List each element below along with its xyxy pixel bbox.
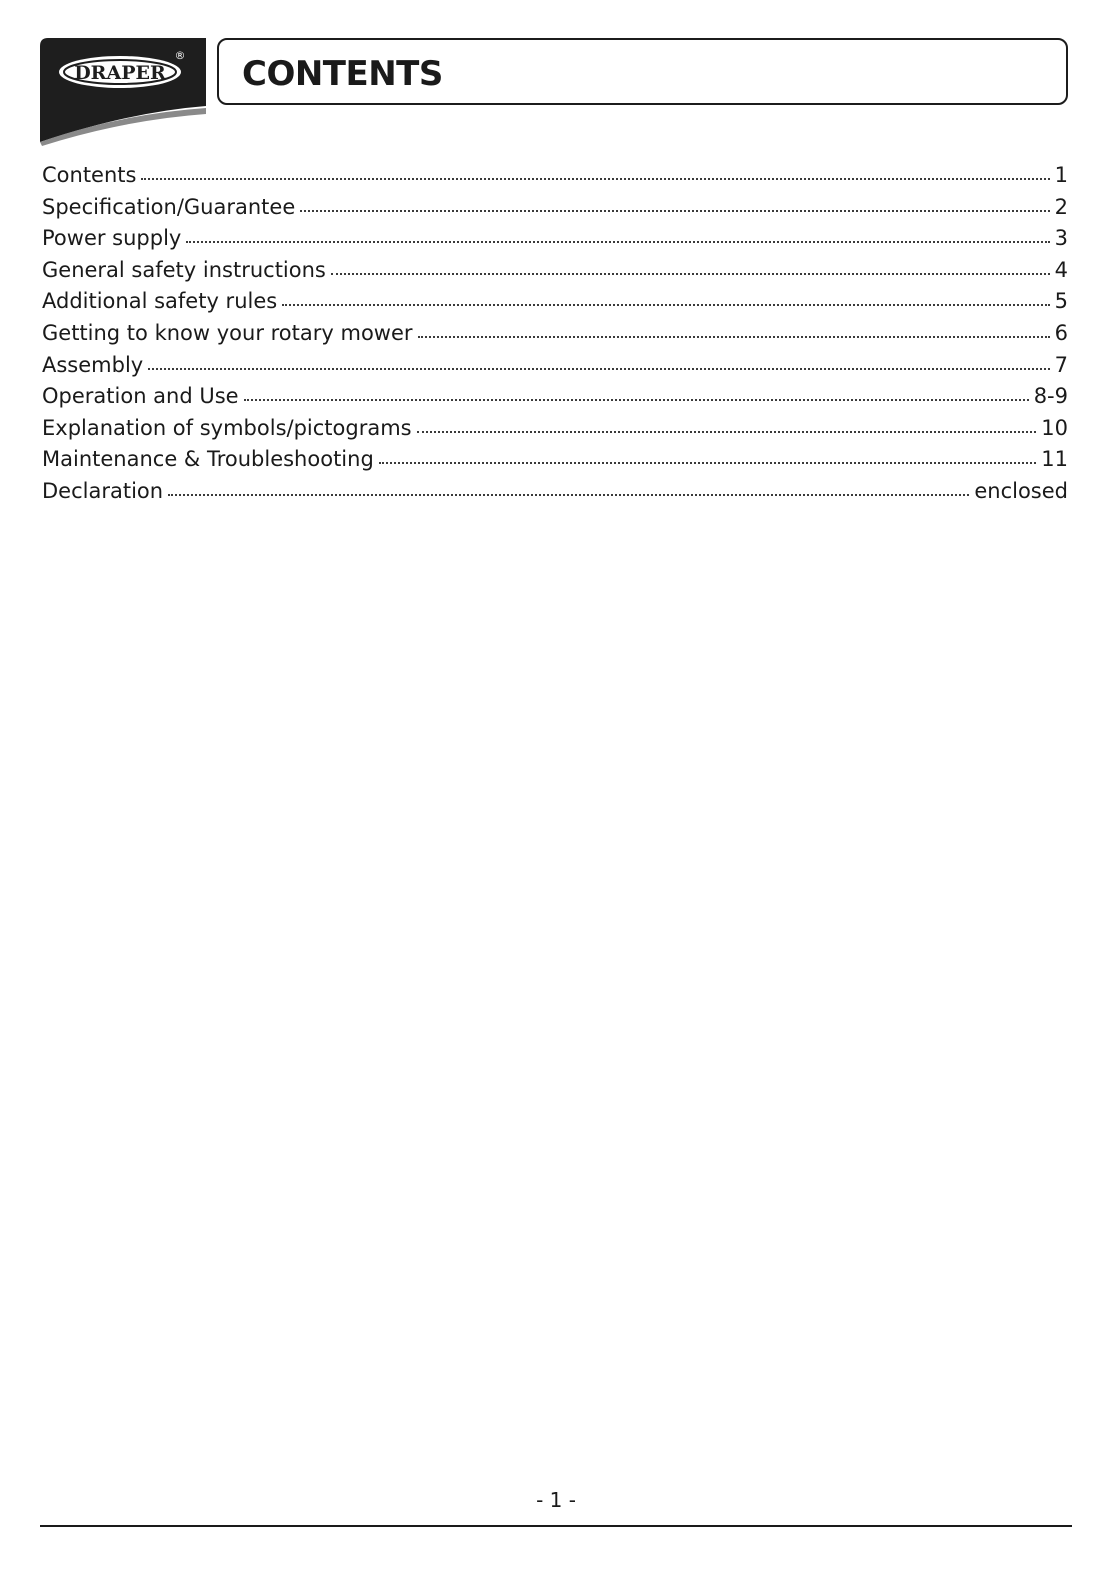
registered-mark: ®	[174, 49, 186, 62]
toc-row[interactable]	[42, 286, 1068, 318]
toc-page-number: 5	[1054, 289, 1068, 314]
toc-row[interactable]	[42, 444, 1068, 476]
toc-label: Power supply	[42, 226, 182, 251]
toc-label: Declaration	[42, 478, 164, 503]
page-number: - 1 -	[536, 1488, 576, 1512]
toc-row[interactable]	[42, 160, 1068, 192]
toc-leader-dots	[244, 397, 1029, 401]
logo-wordmark: DRAPER	[74, 62, 166, 84]
toc-page-number: 8-9	[1033, 384, 1068, 409]
toc-page-number: 4	[1054, 257, 1068, 282]
toc-page-number: 2	[1054, 194, 1068, 219]
toc-label: Specification/Guarantee	[42, 194, 296, 219]
toc-row[interactable]	[42, 223, 1068, 255]
toc-row[interactable]	[42, 192, 1068, 224]
toc-leader-dots	[379, 460, 1036, 464]
table-of-contents	[42, 160, 1068, 508]
header-box	[217, 38, 1068, 105]
toc-page-number: 1	[1054, 163, 1068, 187]
toc-row[interactable]	[42, 413, 1068, 445]
toc-label: Getting to know your rotary mower	[42, 320, 413, 345]
toc-row[interactable]	[42, 318, 1068, 350]
toc-leader-dots	[186, 239, 1049, 243]
toc-label: Operation and Use	[42, 384, 239, 409]
toc-leader-dots	[282, 302, 1049, 306]
toc-page-number: 10	[1041, 415, 1068, 440]
toc-label: Assembly	[42, 352, 144, 377]
toc-label: Additional safety rules	[42, 289, 278, 314]
page-title: CONTENTS	[242, 54, 443, 94]
toc-page-number: 7	[1054, 352, 1068, 377]
logo-graphic	[40, 38, 206, 146]
toc-leader-dots	[168, 492, 969, 496]
toc-page-number: enclosed	[974, 478, 1068, 503]
toc-label: Maintenance & Troubleshooting	[42, 447, 374, 472]
toc-page-number: 11	[1041, 447, 1068, 472]
toc-page-number: 3	[1054, 226, 1068, 251]
toc-label: Explanation of symbols/pictograms	[42, 415, 412, 440]
toc-label: Contents	[42, 163, 137, 187]
toc-leader-dots	[300, 208, 1049, 212]
toc-leader-dots	[418, 334, 1050, 338]
toc-row[interactable]	[42, 350, 1068, 382]
toc-leader-dots	[148, 366, 1049, 370]
toc-leader-dots	[331, 271, 1050, 275]
toc-row[interactable]	[42, 476, 1068, 508]
toc-label: General safety instructions	[42, 257, 326, 282]
toc-leader-dots	[141, 176, 1049, 180]
toc-leader-dots	[417, 429, 1037, 433]
draper-logo	[40, 38, 206, 146]
toc-page-number: 6	[1054, 320, 1068, 345]
toc-row[interactable]	[42, 381, 1068, 413]
toc-row[interactable]	[42, 255, 1068, 287]
footer-divider	[40, 1525, 1072, 1527]
